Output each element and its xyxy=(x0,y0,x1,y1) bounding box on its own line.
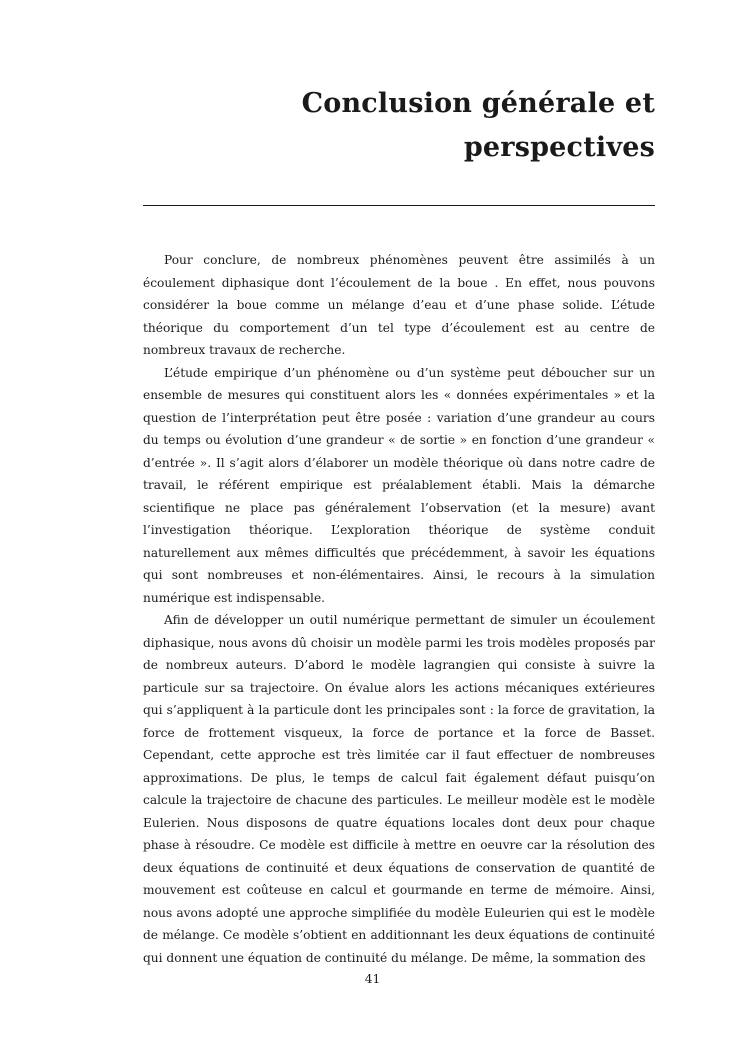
page-number: 41 xyxy=(364,972,381,986)
paragraph-2: L’étude empirique d’un phénomène ou d’un système peut déboucher sur un ensemble de mesures qui constituent alors les « données expérimentales » et la question de l’interprétation peut être posée : variation d’une grandeur au cours du temps ou évolution d’une grandeur « de sortie » en fonction d’une grandeur « d’entrée ». Il s’agit alors d’élaborer un modèle théorique où dans notre cadre de travail, le référent empirique est préalablement établi. Mais la démarche scientifique ne place pas généralement l’observation (et la mesure) avant l’investigation théorique. L’exploration théorique de système conduit naturellement aux mêmes difficultés que précédemment, à savoir les équations qui sont nombreuses et non-élémentaires. Ainsi, le recours à la simulation numérique est indispensable. xyxy=(143,365,655,605)
title-rule xyxy=(143,205,655,206)
chapter-title-line-1: Conclusion générale et xyxy=(301,88,655,119)
paragraph-3: Afin de développer un outil numérique permettant de simuler un écoulement diphasique, nous avons dû choisir un modèle parmi les trois modèles proposés par de nombreux auteurs. D’abord le modèle lagrangien qui consiste à suivre la particule sur sa trajectoire. On évalue alors les actions mécaniques extérieures qui s’appliquent à la particule dont les principales sont : la force de gravitation, la force de frottement visqueux, la force de portance et la force de Basset. Cependant, cette approche est très limitée car il faut effectuer de nombreuses approximations. De plus, le temps de calcul fait également défaut puisqu’on calcule la trajectoire de chacune des particules. Le meilleur modèle est le modèle Eulerien. Nous disposons de quatre équations locales dont deux pour chaque phase à résoudre. Ce modèle est difficile à mettre en oeuvre car la résolution des deux équations de continuité et deux équations de conservation de quantité de mouvement est coûteuse en calcul et gourmande en terme de mémoire. Ainsi, nous avons adopté une approche simplifiée du modèle Euleurien qui est le modèle de mélange. Ce modèle s’obtient en additionnant les deux équations de continuité qui donnent une équation de continuité du mélange. De même, la sommation des xyxy=(143,613,655,965)
chapter-title-line-2: perspectives xyxy=(463,132,655,163)
chapter-title xyxy=(175,82,655,170)
paragraph-1: Pour conclure, de nombreux phénomènes peuvent être assimilés à un écoulement diphasique dont l’écoulement de la boue . En effet, nous pouvons considérer la boue comme un mélange d’eau et d’une phase solide. L’étude théorique du comportement d’un tel type d’écoulement est au centre de nombreux travaux de recherche. xyxy=(143,253,655,357)
body-text xyxy=(143,249,655,969)
